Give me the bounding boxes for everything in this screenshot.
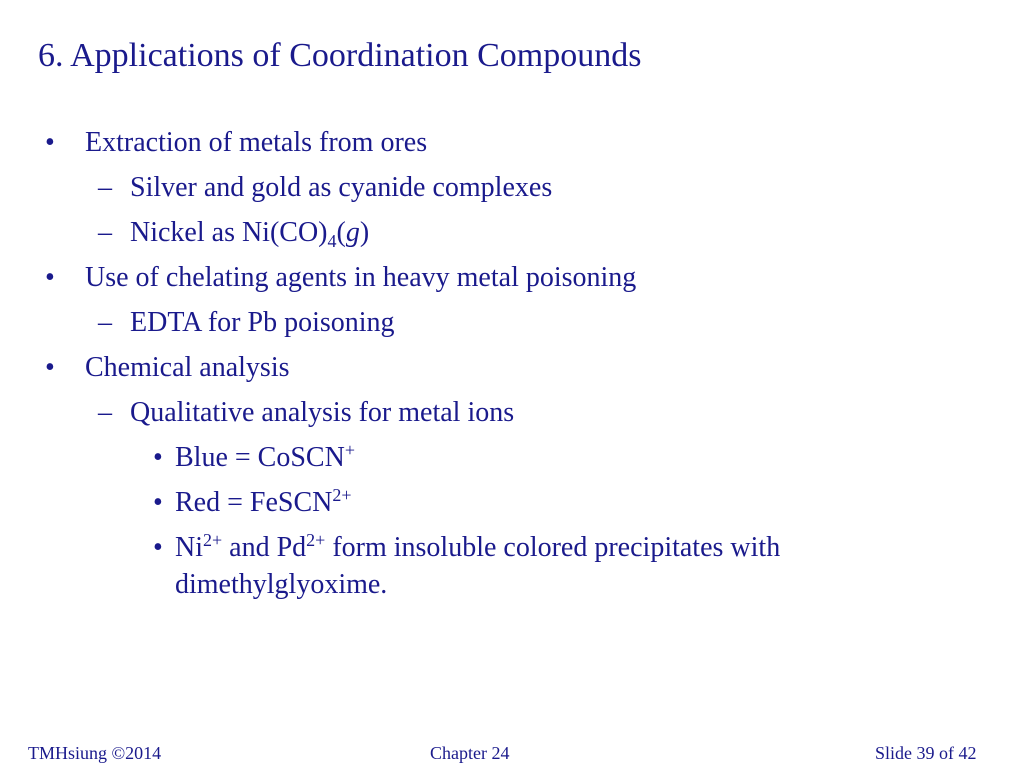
subsubbullet-text: Blue = CoSCN [175,442,345,473]
superscript: + [344,440,355,460]
subsubbullet-text: Ni [175,532,203,563]
subsubbullet-text: dimethylglyoxime. [175,569,388,600]
bullet-marker: • [153,442,163,473]
dash-marker: – [98,397,112,428]
subsubbullet-ni-pd [153,530,781,565]
bullet-extraction [45,126,428,160]
footer-chapter: Chapter 24 [430,743,510,763]
bullet-text: Extraction of metals from ores [85,127,428,158]
paren-close: ) [359,217,370,248]
footer-slide-number: Slide 39 of 42 [875,743,977,763]
subbullet-nickel [98,216,370,251]
bullet-marker: • [45,352,55,383]
subsubbullet-ni-pd-continuation [175,568,387,602]
subsubbullet-text: and Pd [222,532,307,563]
bullet-marker: • [45,127,55,158]
subsubbullet-blue [153,440,355,475]
dash-marker: – [98,217,112,248]
bullet-marker: • [153,532,163,563]
subbullet-silver-gold [98,171,553,205]
subbullet-edta [98,306,395,340]
phase-label: g [345,217,360,248]
subsubbullet-red [153,485,352,520]
superscript: 2+ [332,485,352,505]
superscript: 2+ [306,530,326,550]
slide-title: 6. Applications of Coordination Compounds [38,37,642,74]
subbullet-qualitative [98,396,515,430]
dash-marker: – [98,172,112,203]
footer-author: TMHsiung ©2014 [28,743,162,763]
subsubbullet-text: Red = FeSCN [175,487,333,518]
subsubbullet-text: form insoluble colored precipitates with [325,532,781,563]
bullet-chemical-analysis [45,351,290,385]
bullet-text: Use of chelating agents in heavy metal poisoning [85,262,637,293]
bullet-marker: • [45,262,55,293]
subbullet-text: Qualitative analysis for metal ions [130,397,515,428]
bullet-marker: • [153,487,163,518]
subbullet-text: EDTA for Pb poisoning [130,307,395,338]
bullet-text: Chemical analysis [85,352,290,383]
superscript: 2+ [203,530,223,550]
subbullet-text: Nickel as Ni(CO) [130,217,328,248]
dash-marker: – [98,307,112,338]
subbullet-text: Silver and gold as cyanide complexes [130,172,553,203]
paren-open: ( [336,217,346,248]
bullet-chelating [45,261,637,295]
subscript: 4 [327,231,337,251]
